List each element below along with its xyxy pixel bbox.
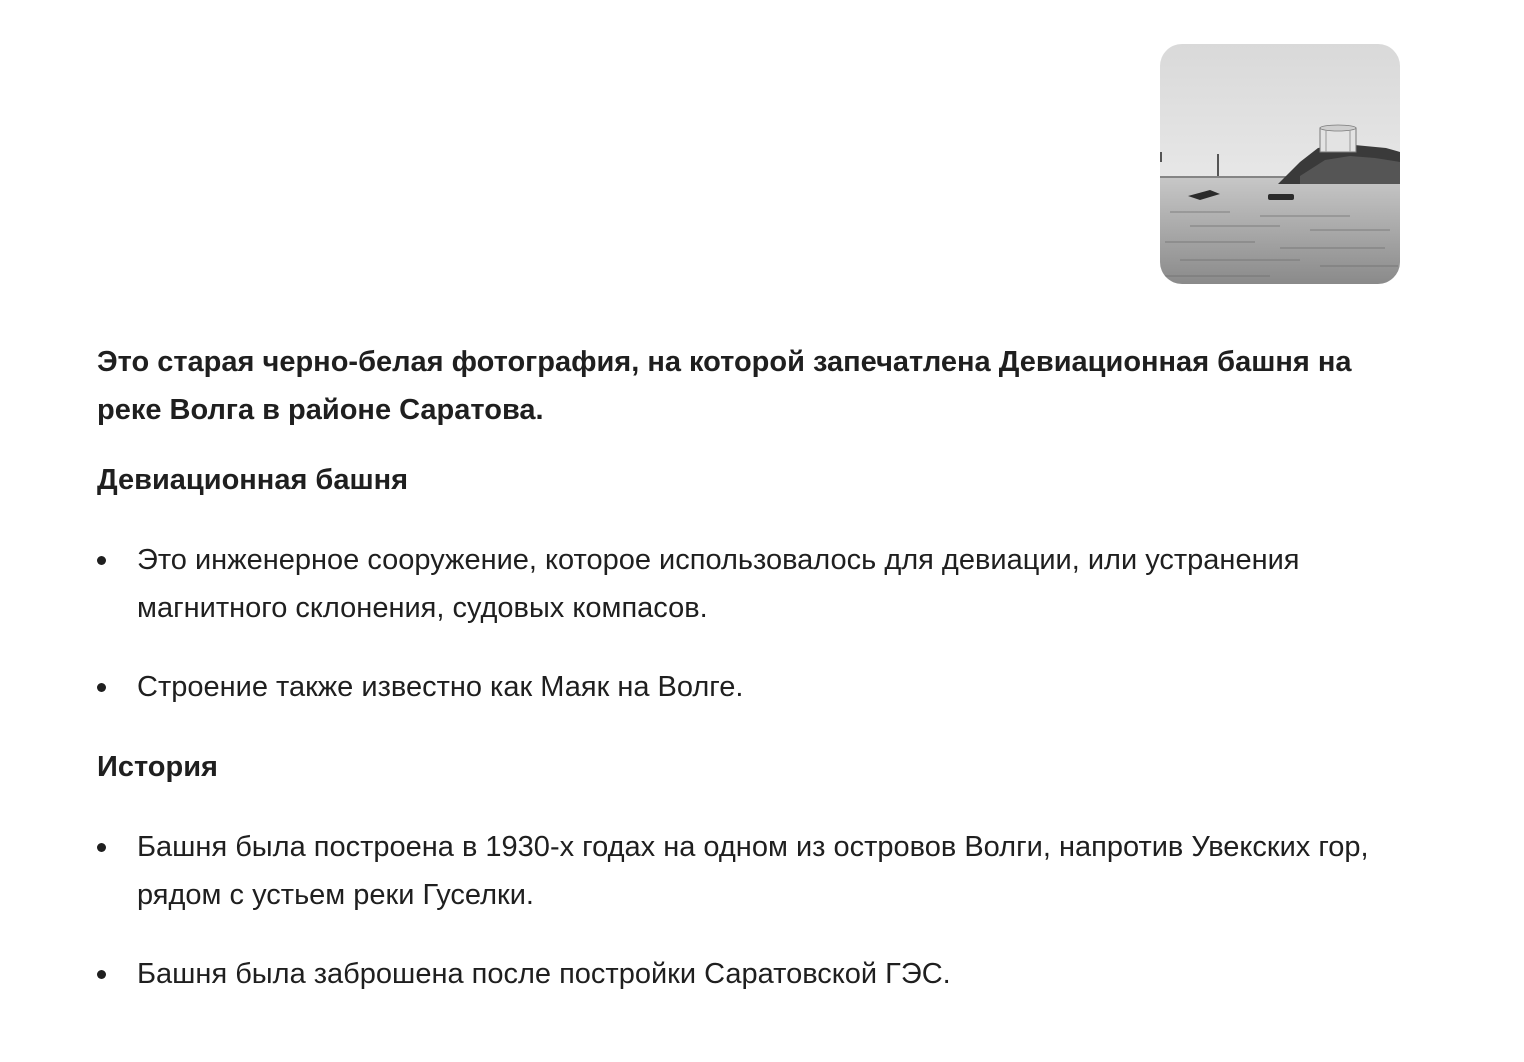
tower-facts-list [97,536,1397,711]
river-tower-photo [1160,44,1400,284]
list-item [97,663,1397,711]
list-item [97,950,1397,998]
bullet-icon [97,843,106,852]
list-item-text: Башня была построена в 1930-х годах на одном из островов Волги, напротив Увекских гор, рядом с устьем реки Гуселки. [137,831,1369,911]
section-heading-tower: Девиационная башня [97,464,409,496]
list-item-text: Строение также известно как Маяк на Волге. [137,671,744,703]
response-body [97,338,1397,998]
list-item-text: Это инженерное сооружение, которое использовалось для девиации, или устранения магнитного склонения, судовых компасов. [137,544,1300,624]
list-item [97,823,1397,919]
section-heading-history: История [97,751,218,783]
list-item-text: Башня была заброшена после постройки Саратовской ГЭС. [137,958,951,990]
photo-thumbnail[interactable] [1160,44,1400,284]
intro-paragraph: Это старая черно-белая фотография, на которой запечатлена Девиационная башня на реке Волга в районе Саратова. [97,346,1352,426]
history-list [97,823,1397,998]
bullet-icon [97,556,106,565]
bullet-icon [97,970,106,979]
bullet-icon [97,683,106,692]
list-item [97,536,1397,632]
